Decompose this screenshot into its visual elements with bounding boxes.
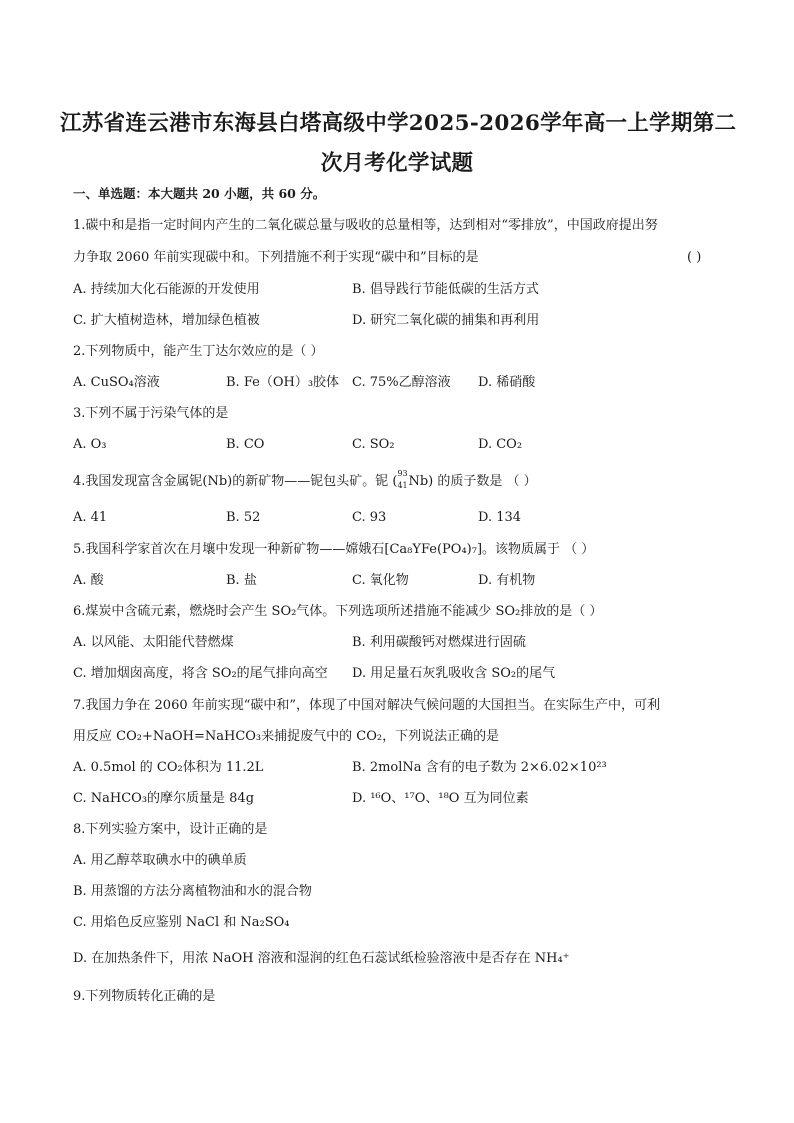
nuclide-atomic-number: 41 — [397, 481, 408, 490]
q1-stem-line1: 1.碳中和是指一定时间内产生的二氧化碳总量与吸收的总量相等，达到相对“零排放”，中国政府提出努 — [73, 218, 658, 233]
q6-option-d: D. 用足量石灰乳吸收含 SO₂的尾气 — [352, 666, 556, 681]
q7-option-b: B. 2molNa 含有的电子数为 2×6.02×10²³ — [352, 760, 607, 775]
q4-option-b: B. 52 — [226, 510, 261, 525]
q5-option-b: B. 盐 — [226, 573, 257, 588]
q3-stem: 3.下列不属于污染气体的是 — [73, 406, 229, 421]
q7-stem-line2: 用反应 CO₂+NaOH=NaHCO₃来捕捉废气中的 CO₂，下列说法正确的是 — [73, 729, 500, 744]
q2-option-b: B. Fe（OH）₃胶体 — [226, 375, 340, 390]
q6-option-c: C. 增加烟囱高度，将含 SO₂的尾气排向高空 — [73, 666, 328, 681]
q3-option-c: C. SO₂ — [352, 437, 395, 452]
q1-answer-bracket: ( ) — [687, 250, 702, 265]
q9-stem: 9.下列物质转化正确的是 — [73, 989, 216, 1004]
q4-stem — [73, 469, 537, 490]
q8-option-a: A. 用乙醇萃取碘水中的碘单质 — [73, 853, 247, 868]
q8-option-b: B. 用蒸馏的方法分离植物油和水的混合物 — [73, 884, 312, 899]
q8-stem: 8.下列实验方案中，设计正确的是 — [73, 822, 268, 837]
q7-option-a: A. 0.5mol 的 CO₂体积为 11.2L — [73, 760, 264, 775]
q6-option-a: A. 以风能、太阳能代替燃煤 — [73, 635, 234, 650]
doc-title-line2: 次月考化学试题 — [320, 151, 474, 176]
nuclide-element: Nb — [408, 474, 429, 489]
nuclide-mass-number: 93 — [397, 469, 408, 478]
q2-option-d: D. 稀硝酸 — [478, 375, 536, 390]
q1-stem-line2: 力争取 2060 年前实现碳中和。下列措施不利于实现“碳中和”目标的是 — [73, 250, 479, 265]
q6-stem: 6.煤炭中含硫元素，燃烧时会产生 SO₂气体。下列选项所述措施不能减少 SO₂排放的是（ ） — [73, 604, 603, 619]
q4-stem-post: ) 的质子数是 （ ） — [428, 474, 537, 489]
q7-stem-line1: 7.我国力争在 2060 年前实现“碳中和”，体现了中国对解决气候问题的大国担当。在实际生产中，可利 — [73, 698, 661, 713]
q5-option-c: C. 氧化物 — [352, 573, 409, 588]
q2-option-a: A. CuSO₄溶液 — [73, 375, 160, 390]
doc-title-line1: 江苏省连云港市东海县白塔高级中学2025-2026学年高一上学期第二 — [60, 111, 737, 136]
q4-option-a: A. 41 — [73, 510, 108, 525]
q4-option-c: C. 93 — [352, 510, 387, 525]
q7-option-c: C. NaHCO₃的摩尔质量是 84g — [73, 791, 255, 806]
nuclide-symbol — [397, 469, 429, 490]
q3-option-a: A. O₃ — [73, 437, 107, 452]
q2-stem: 2.下列物质中，能产生丁达尔效应的是（ ） — [73, 344, 324, 359]
q1-option-b: B. 倡导践行节能低碳的生活方式 — [352, 282, 539, 297]
q8-option-d: D. 在加热条件下，用浓 NaOH 溶液和湿润的红色石蕊试纸检验溶液中是否存在 NH₄⁺ — [73, 951, 570, 966]
q5-stem: 5.我国科学家首次在月壤中发现一种新矿物——嫦娥石[Ca₈YFe(PO₄)₇]。该物质属于 （ ） — [73, 542, 595, 557]
q8-option-c: C. 用焰色反应鉴别 NaCl 和 Na₂SO₄ — [73, 915, 290, 930]
q1-option-c: C. 扩大植树造林，增加绿色植被 — [73, 313, 260, 328]
q3-option-d: D. CO₂ — [478, 437, 523, 452]
q1-option-a: A. 持续加大化石能源的开发使用 — [73, 282, 260, 297]
section-heading: 一、单选题：本大题共 20 小题，共 60 分。 — [73, 186, 326, 201]
q3-option-b: B. CO — [226, 437, 265, 452]
q4-option-d: D. 134 — [478, 510, 522, 525]
q7-option-d: D. ¹⁶O、¹⁷O、¹⁸O 互为同位素 — [352, 791, 529, 806]
q5-option-a: A. 酸 — [73, 573, 104, 588]
q6-option-b: B. 利用碳酸钙对燃煤进行固硫 — [352, 635, 526, 650]
q2-option-c: C. 75%乙醇溶液 — [352, 375, 451, 390]
q4-stem-pre: 4.我国发现富含金属铌(Nb)的新矿物——铌包头矿。铌 ( — [73, 474, 398, 489]
q5-option-d: D. 有机物 — [478, 573, 536, 588]
q1-option-d: D. 研究二氧化碳的捕集和再利用 — [352, 313, 540, 328]
